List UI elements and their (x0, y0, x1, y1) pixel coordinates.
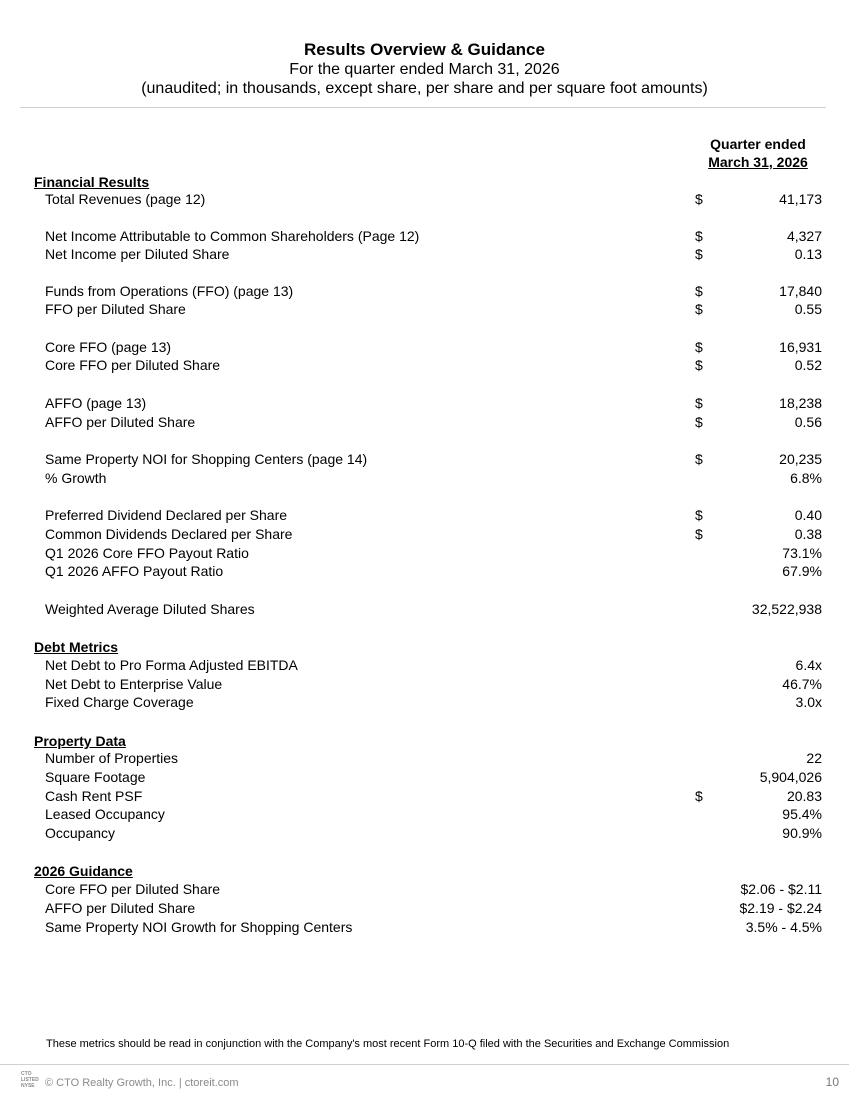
logo-text: CTO (21, 1071, 32, 1077)
row-currency: $ (695, 526, 703, 542)
table-row (0, 190, 849, 209)
row-label: Funds from Operations (FFO) (page 13) (45, 283, 294, 299)
table-row (0, 805, 849, 824)
table-row (0, 787, 849, 806)
page-subtitle: For the quarter ended March 31, 2026 (289, 61, 560, 78)
row-label: Net Income per Diluted Share (45, 246, 230, 262)
row-value: 41,173 (779, 191, 822, 207)
row-value: 5,904,026 (759, 769, 822, 785)
row-value: 17,840 (779, 283, 822, 299)
table-row (0, 469, 849, 488)
row-label: Number of Properties (45, 750, 179, 766)
row-value: 3.5% - 4.5% (745, 919, 822, 935)
row-label: % Growth (45, 470, 107, 486)
row-value: 0.38 (794, 526, 822, 542)
row-currency: $ (695, 228, 703, 244)
row-currency: $ (695, 395, 703, 411)
footer-divider (0, 1064, 849, 1065)
table-row (0, 824, 849, 843)
row-label: Common Dividends Declared per Share (45, 526, 293, 542)
table-row (0, 356, 849, 375)
row-value: 20.83 (786, 788, 822, 804)
row-value: 0.13 (794, 246, 822, 262)
row-label: Occupancy (45, 825, 116, 841)
page-title: Results Overview & Guidance (304, 40, 545, 59)
row-currency: $ (695, 357, 703, 373)
row-label: Same Property NOI Growth for Shopping Centers (45, 919, 353, 935)
table-row (0, 544, 849, 563)
row-value: 4,327 (786, 228, 822, 244)
row-value: 3.0x (795, 694, 822, 710)
row-currency: $ (695, 451, 703, 467)
row-label: Square Footage (45, 769, 146, 785)
row-label: Leased Occupancy (45, 806, 165, 822)
row-label: FFO per Diluted Share (45, 301, 186, 317)
row-label: Net Income Attributable to Common Shareholders (Page 12) (45, 228, 420, 244)
row-value: 22 (806, 750, 822, 766)
table-row (0, 227, 849, 246)
section-title-guidance: 2026 Guidance (34, 863, 133, 879)
row-label: Core FFO per Diluted Share (45, 881, 221, 897)
row-label: Core FFO per Diluted Share (45, 357, 221, 373)
row-value: 67.9% (782, 563, 822, 579)
footer-copyright: © CTO Realty Growth, Inc. | ctoreit.com (45, 1077, 239, 1089)
column-header-line2: March 31, 2026 (708, 154, 808, 170)
row-label: Total Revenues (page 12) (45, 191, 206, 207)
table-row (0, 338, 849, 357)
row-value: 20,235 (779, 451, 822, 467)
row-value: $2.06 - $2.11 (740, 881, 822, 897)
row-value: 6.4x (795, 657, 822, 673)
table-row (0, 506, 849, 525)
row-value: 95.4% (782, 806, 822, 822)
row-label: Net Debt to Pro Forma Adjusted EBITDA (45, 657, 298, 673)
table-row (0, 562, 849, 581)
section-title-property: Property Data (34, 733, 126, 749)
table-row (0, 899, 849, 918)
table-row (0, 918, 849, 937)
row-value: 73.1% (782, 545, 822, 561)
row-label: Core FFO (page 13) (45, 339, 172, 355)
table-row (0, 656, 849, 675)
table-row (0, 300, 849, 319)
company-logo (21, 1071, 41, 1089)
logo-text: LISTED (21, 1077, 39, 1083)
row-currency: $ (695, 339, 703, 355)
table-row (0, 525, 849, 544)
row-value: 46.7% (782, 676, 822, 692)
page-note: (unaudited; in thousands, except share, per share and per square foot amounts) (141, 80, 708, 97)
table-row (0, 675, 849, 694)
row-label: Net Debt to Enterprise Value (45, 676, 223, 692)
page-header (0, 40, 849, 98)
table-row (0, 450, 849, 469)
column-header-line1: Quarter ended (710, 136, 806, 152)
table-row (0, 245, 849, 264)
row-value: 32,522,938 (751, 601, 822, 617)
row-currency: $ (695, 788, 703, 804)
page-number: 10 (825, 1075, 839, 1089)
header-divider (20, 107, 826, 108)
row-value: 16,931 (779, 339, 822, 355)
row-label: Weighted Average Diluted Shares (45, 601, 255, 617)
row-label: Same Property NOI for Shopping Centers (page 14) (45, 451, 368, 467)
row-value: 6.8% (790, 470, 822, 486)
row-value: 90.9% (782, 825, 822, 841)
row-currency: $ (695, 283, 703, 299)
row-label: Cash Rent PSF (45, 788, 143, 804)
row-label: Q1 2026 Core FFO Payout Ratio (45, 545, 249, 561)
table-row (0, 880, 849, 899)
section-title-financial: Financial Results (34, 174, 150, 190)
table-row (0, 413, 849, 432)
table-row (0, 282, 849, 301)
row-currency: $ (695, 301, 703, 317)
row-value: 0.40 (794, 507, 822, 523)
row-value: 0.56 (794, 414, 822, 430)
logo-text: NYSE (21, 1083, 35, 1089)
row-value: 0.55 (794, 301, 822, 317)
table-row (0, 768, 849, 787)
column-header (690, 135, 826, 171)
table-row (0, 394, 849, 413)
row-label: Fixed Charge Coverage (45, 694, 194, 710)
row-value: 0.52 (794, 357, 822, 373)
row-currency: $ (695, 191, 703, 207)
row-currency: $ (695, 414, 703, 430)
table-row (0, 693, 849, 712)
row-value: 18,238 (779, 395, 822, 411)
row-label: AFFO (page 13) (45, 395, 147, 411)
section-title-debt: Debt Metrics (34, 639, 119, 655)
row-label: Preferred Dividend Declared per Share (45, 507, 288, 523)
table-row (0, 749, 849, 768)
table-row (0, 600, 849, 619)
row-label: AFFO per Diluted Share (45, 414, 196, 430)
row-currency: $ (695, 246, 703, 262)
row-label: AFFO per Diluted Share (45, 900, 196, 916)
footnote: These metrics should be read in conjunction with the Company's most recent Form 10-Q filed with the Securities and Exchange Commission (46, 1038, 730, 1050)
row-currency: $ (695, 507, 703, 523)
row-label: Q1 2026 AFFO Payout Ratio (45, 563, 224, 579)
row-value: $2.19 - $2.24 (739, 900, 822, 916)
